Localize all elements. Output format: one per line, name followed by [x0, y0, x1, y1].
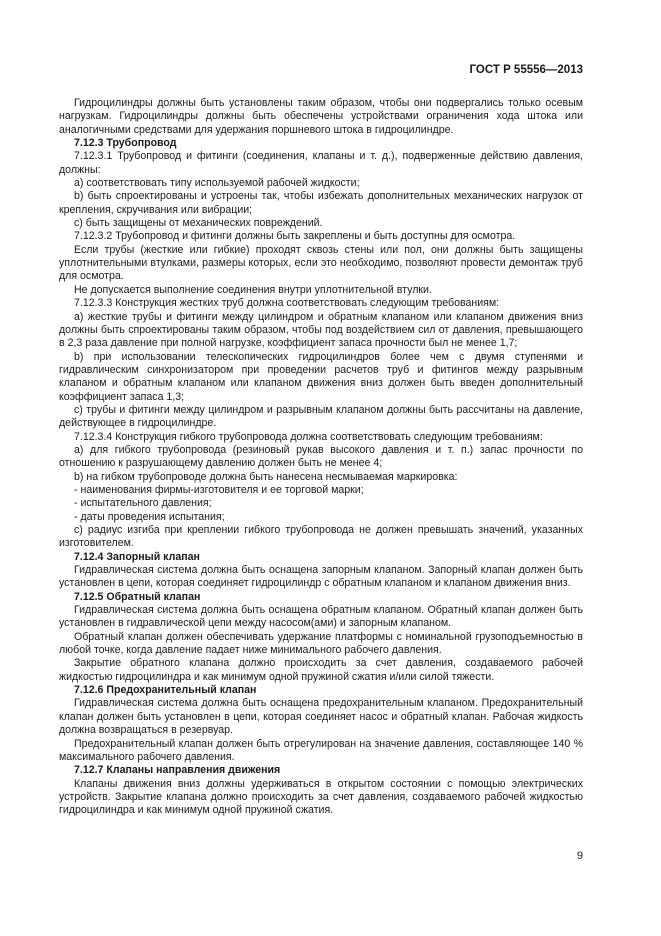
paragraph: Не допускается выполнение соединения внутри уплотнительной втулки. [74, 283, 432, 296]
paragraph: Клапаны движения вниз должны удерживаться в открытом состоянии с помощью электрических устройств. Закрытие клапана должно происходить за счет давления, создаваемого рабочей жидкостью гидроцилиндра и как минимум одной пружиной сжатия. [59, 777, 583, 817]
paragraph: Гидравлическая система должна быть оснащена обратным клапаном. Обратный клапан должен быть установлен в гидравлической цепи между насосом(ами) и запорным клапаном. [59, 604, 583, 630]
paragraph: 7.12.3.1 Трубопровод и фитинги (соединения, клапаны и т. д.), подверженные действию давления, должны: [59, 150, 583, 176]
section-heading: 7.12.6 Предохранительный клапан [74, 684, 257, 697]
page-number: 9 [576, 850, 583, 862]
section-heading: 7.12.3 Трубопровод [74, 137, 177, 150]
paragraph: Если трубы (жесткие или гибкие) проходят сквозь стены или пол, они должны быть защищены уплотнительными втулками, размеры которых, если это необходимо, позволяют провести демонтаж труб для осмотра. [59, 243, 583, 283]
paragraph: b) на гибком трубопроводе должна быть нанесена несмываемая маркировка: [74, 470, 458, 483]
paragraph: Гидравлическая система должна быть оснащена запорным клапаном. Запорный клапан должен быть установлен в цепи, которая соединяет гидроцилиндр с обратным клапаном и клапаном движения вниз. [59, 564, 583, 590]
paragraph: b) быть спроектированы и устроены так, чтобы избежать дополнительных механических нагрузок от крепления, скручивания или вибрации; [59, 190, 583, 216]
document-header: ГОСТ Р 55556—2013 [469, 64, 583, 76]
paragraph: Гидроцилиндры должны быть установлены таким образом, чтобы они подвергались только осевым нагрузкам. Гидроцилиндры должны быть обеспечены устройствами ограничения хода штока или аналогичными средствами для удержания поршневого штока в гидроцилиндре. [59, 97, 583, 136]
paragraph: Гидравлическая система должна быть оснащена предохранительным клапаном. Предохранительный клапан должен быть установлен в цепи, которая соединяет насос и обратный клапан. Рабочая жидкость должна возвращаться в резервуар. [59, 697, 583, 737]
paragraph: 7.12.3.4 Конструкция гибкого трубопровода должна соответствовать следующим требованиям: [74, 430, 543, 443]
section-heading: 7.12.4 Запорный клапан [74, 550, 200, 563]
paragraph: а) соответствовать типу используемой рабочей жидкости; [74, 177, 360, 190]
paragraph: 7.12.3.3 Конструкция жестких труб должна соответствовать следующим требованиям: [74, 297, 500, 310]
paragraph: Предохранительный клапан должен быть отрегулирован на значение давления, составляющее 140 % максимального рабочего давления. [59, 737, 583, 763]
paragraph: Закрытие обратного клапана должно происходить за счет давления, создаваемого рабочей жидкостью гидроцилиндра и как минимум одной пружиной сжатия и/или силой тяжести. [59, 657, 583, 683]
paragraph: с) радиус изгиба при креплении гибкого трубопровода не должен превышать значений, указанных изготовителем. [59, 524, 583, 550]
paragraph: 7.12.3.2 Трубопровод и фитинги должны быть закреплены и быть доступны для осмотра. [74, 230, 516, 243]
section-heading: 7.12.7 Клапаны направления движения [74, 764, 281, 777]
paragraph: - даты проведения испытания; [74, 510, 225, 523]
paragraph: а) жесткие трубы и фитинги между цилиндром и обратным клапаном или клапаном движения вниз должны быть спроектированы таким образом, чтобы под воздействием сил от давления, превышающего в 2,3 раза давление при полной нагрузке, коэффициент запаса прочности был не менее 1,7; [59, 310, 583, 350]
paragraph: - испытательного давления; [74, 497, 212, 510]
paragraph: b) при использовании телескопических гидроцилиндров более чем с двумя ступенями и гидравлическим синхронизатором при проведении расчетов труб и фитингов между разрывным клапаном и обратным клапаном или клапаном движения вниз должен быть введен дополнительный коэффициент запаса 1,3; [59, 350, 583, 403]
document-body [59, 97, 583, 818]
paragraph: - наименования фирмы-изготовителя и ее торговой марки; [74, 483, 364, 496]
paragraph: Обратный клапан должен обеспечивать удержание платформы с номинальной грузоподъемностью в любой точке, когда давление падает ниже минимального рабочего давления. [59, 630, 583, 657]
paragraph: с) быть защищены от механических повреждений. [74, 217, 323, 230]
paragraph: а) для гибкого трубопровода (резиновый рукав высокого давления и т. п.) запас прочности по отношению к разрушающему давлению должен быть не менее 4; [59, 443, 583, 470]
paragraph: с) трубы и фитинги между цилиндром и разрывным клапаном должны быть рассчитаны на давление, действующее в гидроцилиндре. [59, 403, 583, 430]
section-heading: 7.12.5 Обратный клапан [74, 590, 201, 603]
